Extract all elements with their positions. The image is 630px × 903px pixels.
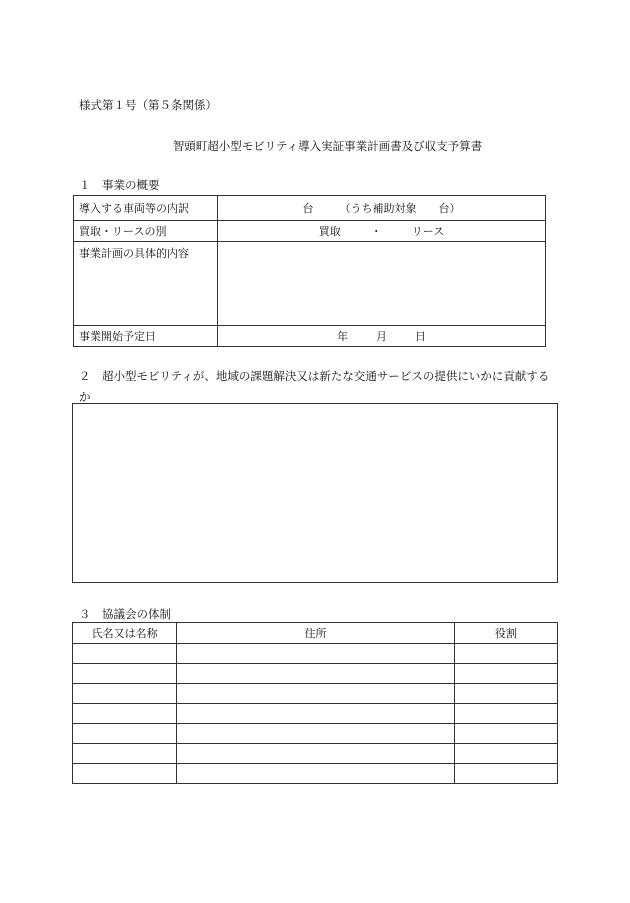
address-cell[interactable] <box>177 724 455 744</box>
role-cell[interactable] <box>454 664 557 684</box>
section1-heading: １ 事業の概要 <box>79 178 160 192</box>
address-cell[interactable] <box>177 664 455 684</box>
column-header-name: 氏名又は名称 <box>73 623 177 644</box>
document-title: 智頭町超小型モビリティ導入実証事業計画書及び収支予算書 <box>172 139 483 153</box>
table-row <box>73 704 558 724</box>
role-cell[interactable] <box>454 644 557 664</box>
name-cell[interactable] <box>73 704 177 724</box>
project-overview-table <box>73 195 546 347</box>
council-table <box>72 622 558 784</box>
address-cell[interactable] <box>177 744 455 764</box>
address-cell[interactable] <box>177 764 455 784</box>
separator-dot: ・ <box>370 225 382 238</box>
column-header-address: 住所 <box>177 623 455 644</box>
column-header-role: 役割 <box>454 623 557 644</box>
purchase-lease-label: 買取・リースの別 <box>74 221 218 242</box>
name-cell[interactable] <box>73 724 177 744</box>
purchase-option[interactable]: 買取 <box>318 225 341 238</box>
table-row <box>73 684 558 704</box>
start-date-field[interactable] <box>218 326 546 347</box>
vehicles-label: 導入する車両等の内訳 <box>74 196 218 221</box>
lease-option[interactable]: リース <box>411 225 445 238</box>
subsidy-target-text: （うち補助対象 <box>339 202 417 215</box>
plan-details-label: 事業計画の具体的内容 <box>74 242 218 326</box>
start-date-label: 事業開始予定日 <box>74 326 218 347</box>
section3-heading: ３ 協議会の体制 <box>79 607 171 621</box>
name-cell[interactable] <box>73 664 177 684</box>
section2-heading: ２ 超小型モビリティが、地域の課題解決又は新たな交通サービスの提供にいかに貢献するか <box>79 369 550 404</box>
address-cell[interactable] <box>177 644 455 664</box>
name-cell[interactable] <box>73 684 177 704</box>
table-row <box>73 764 558 784</box>
day-text: 日 <box>415 330 426 343</box>
role-cell[interactable] <box>454 704 557 724</box>
role-cell[interactable] <box>454 724 557 744</box>
table-row <box>73 644 558 664</box>
role-cell[interactable] <box>454 744 557 764</box>
year-text: 年 <box>337 330 348 343</box>
contribution-textbox[interactable] <box>72 403 558 583</box>
role-cell[interactable] <box>454 764 557 784</box>
table-row <box>74 242 546 326</box>
table-row <box>74 326 546 347</box>
table-row <box>74 196 546 221</box>
name-cell[interactable] <box>73 644 177 664</box>
address-cell[interactable] <box>177 684 455 704</box>
table-header-row <box>73 623 558 644</box>
vehicles-field[interactable] <box>218 196 546 221</box>
month-text: 月 <box>376 330 387 343</box>
table-row <box>73 724 558 744</box>
table-row <box>73 744 558 764</box>
form-number: 様式第１号（第５条関係） <box>79 98 217 112</box>
subsidy-units-text: 台） <box>438 202 461 215</box>
role-cell[interactable] <box>454 684 557 704</box>
purchase-lease-field[interactable] <box>218 221 546 242</box>
table-row <box>73 664 558 684</box>
plan-details-field[interactable] <box>218 242 546 326</box>
units-text: 台 <box>302 202 314 215</box>
address-cell[interactable] <box>177 704 455 724</box>
name-cell[interactable] <box>73 764 177 784</box>
table-row <box>74 221 546 242</box>
name-cell[interactable] <box>73 744 177 764</box>
